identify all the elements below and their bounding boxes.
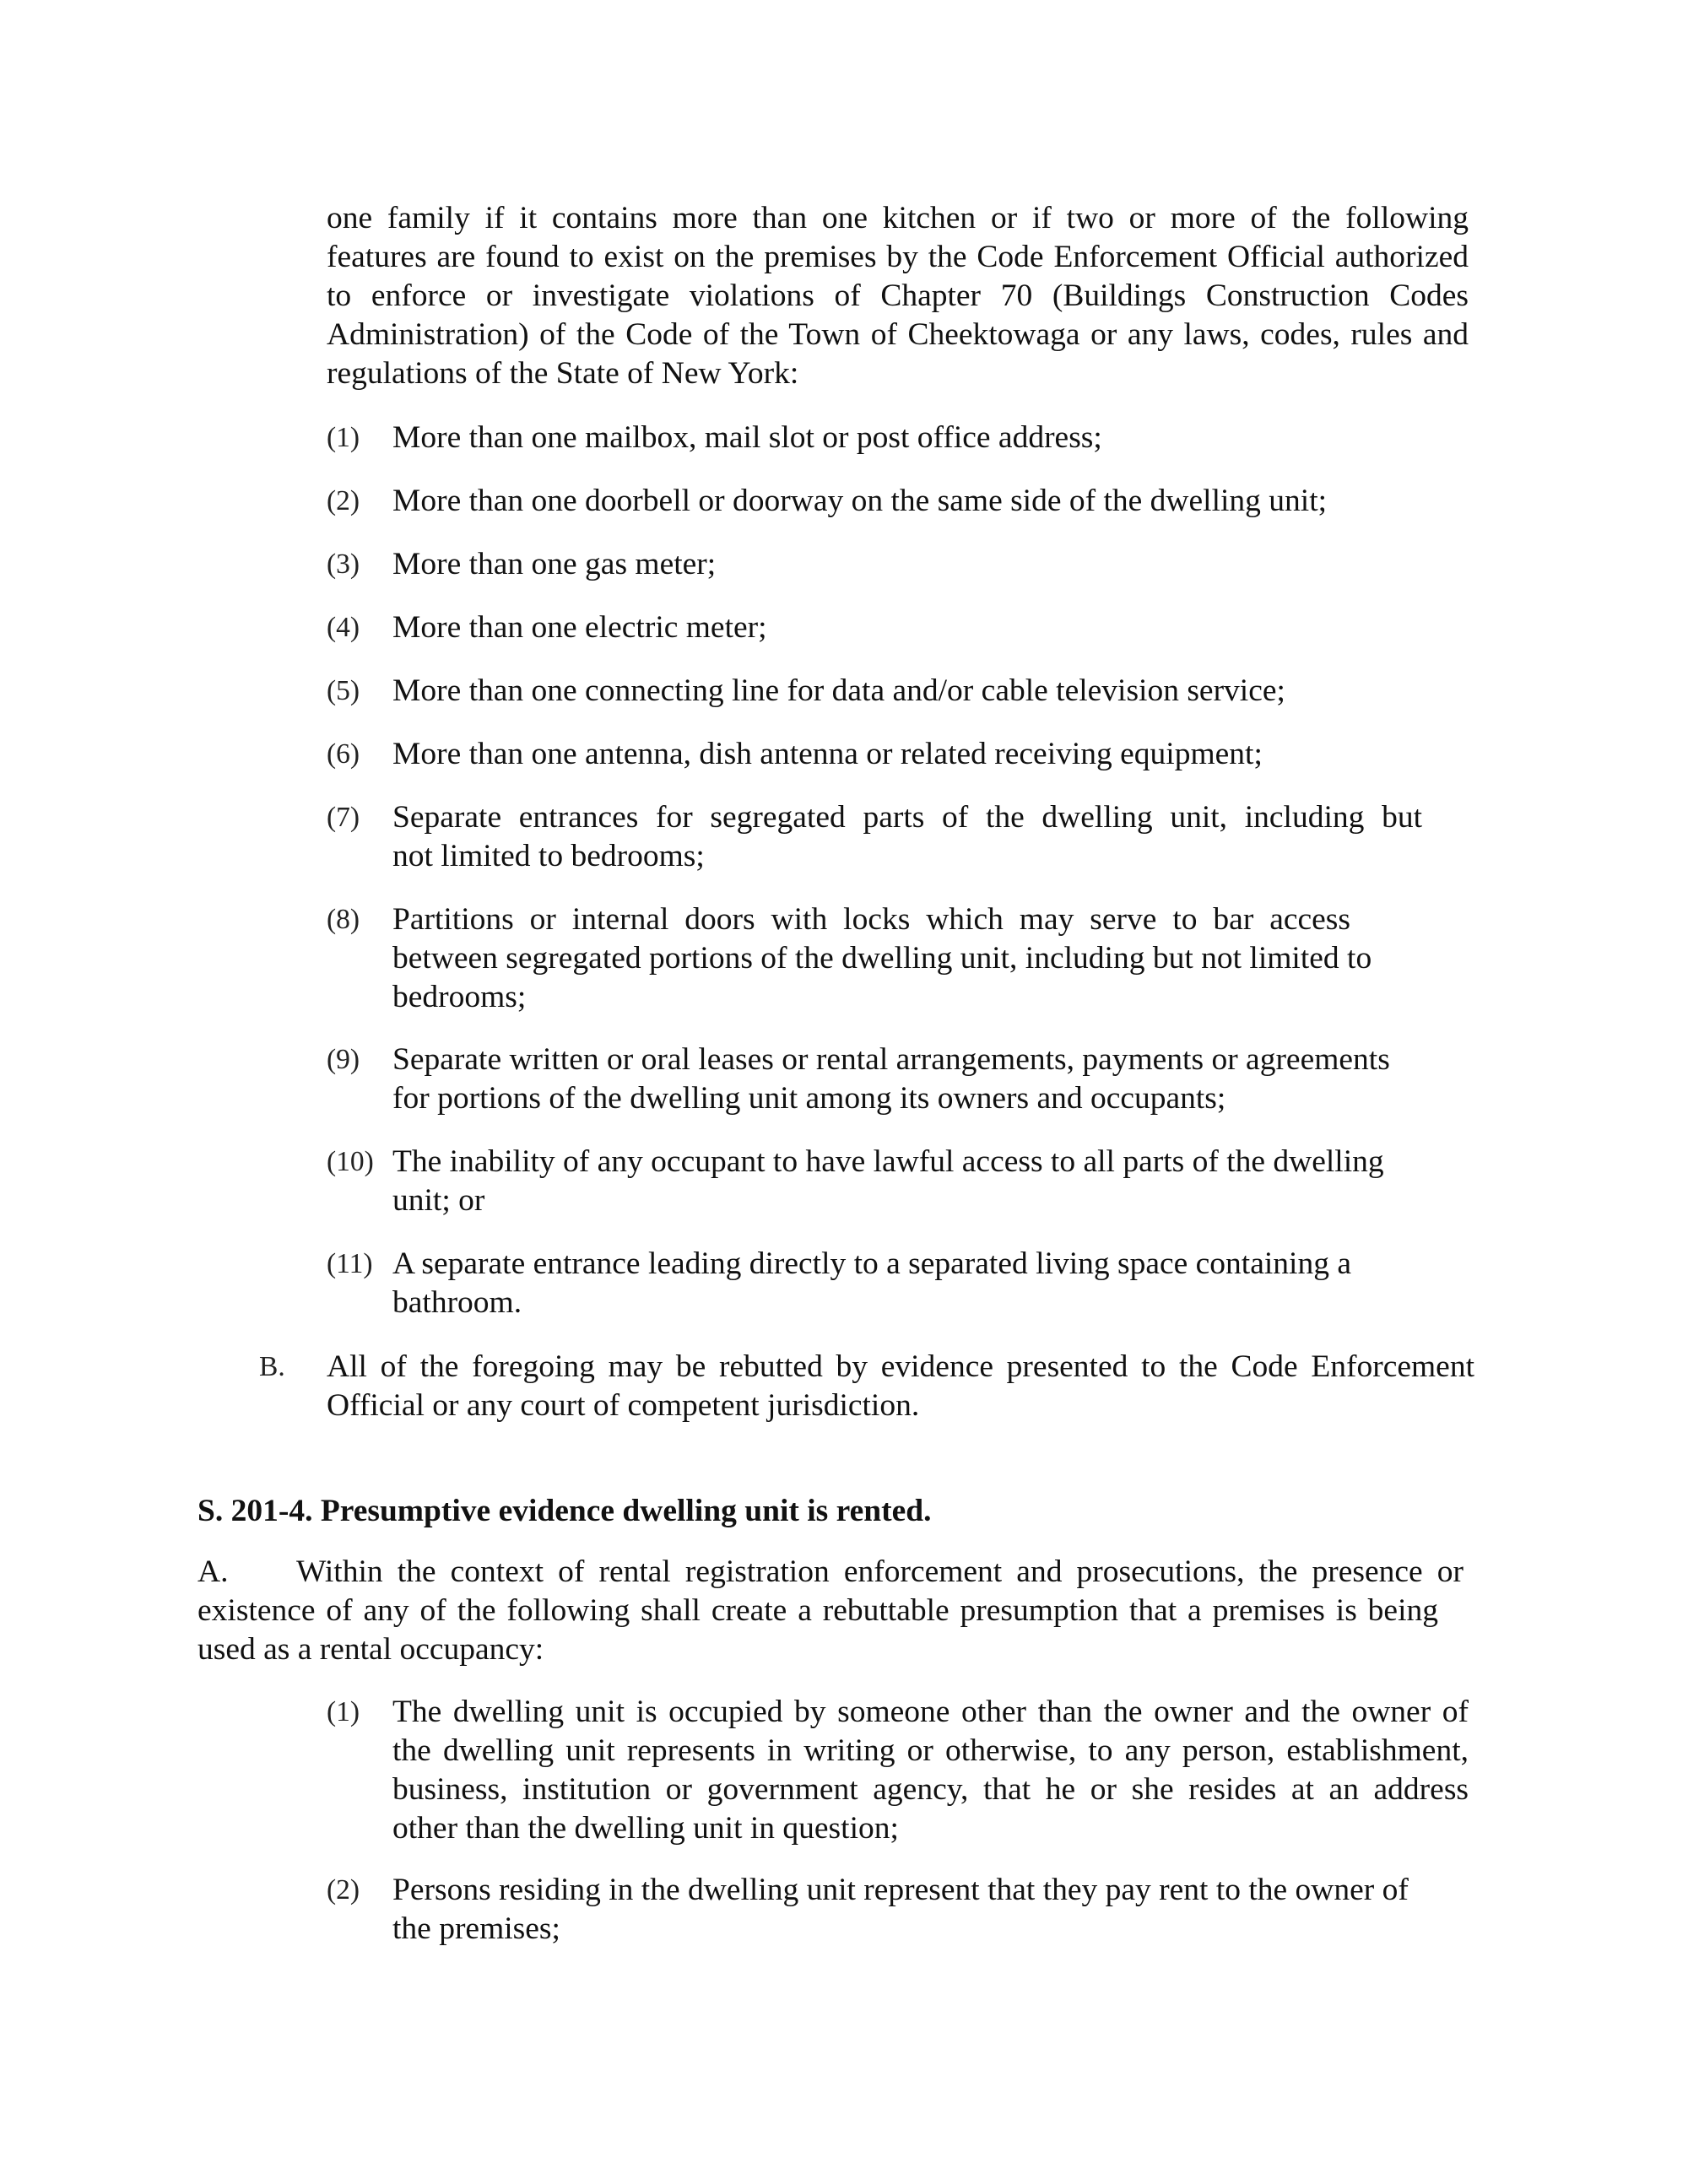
list-item-text <box>392 798 1469 876</box>
section-b-line: All of the foregoing may be rebutted by evidence presented to the Code Enforcement <box>327 1349 1474 1384</box>
list-number: (4) <box>327 612 360 643</box>
intro-paragraph <box>327 199 1469 393</box>
list-number: (11) <box>327 1248 373 1279</box>
list-number: (9) <box>327 1044 360 1075</box>
list-item-line: The inability of any occupant to have lawful access to all parts of the dwelling <box>392 1144 1384 1179</box>
list-item-line: A separate entrance leading directly to a separated living space containing a <box>392 1246 1351 1281</box>
list-number: (8) <box>327 904 360 935</box>
list-number: (6) <box>327 738 360 770</box>
section-a-line <box>197 1553 1463 1592</box>
feature-item-3 <box>327 545 1469 584</box>
section-b-text <box>327 1348 1474 1425</box>
list-number: (2) <box>327 1874 360 1906</box>
list-item-line: other than the dwelling unit in question; <box>392 1811 899 1846</box>
list-item-text: More than one antenna, dish antenna or related receiving equipment; <box>392 737 1263 771</box>
feature-item-8 <box>327 900 1469 1017</box>
feature-item-11 <box>327 1245 1469 1322</box>
list-item-text <box>392 1041 1469 1118</box>
list-item-text <box>392 1143 1469 1220</box>
list-item-line: between segregated portions of the dwelling unit, including but not limited to <box>392 941 1372 976</box>
list-item-line: Separate entrances for segregated parts of the dwelling unit, including but <box>392 800 1422 835</box>
list-item-line: bathroom. <box>392 1285 522 1320</box>
list-item-text: More than one gas meter; <box>392 547 717 581</box>
list-number: (7) <box>327 802 360 833</box>
list-item-line: business, institution or government agency, that he or she resides at an address <box>392 1772 1469 1807</box>
list-item-line: for portions of the dwelling unit among its owners and occupants; <box>392 1081 1226 1116</box>
list-item-line: not limited to bedrooms; <box>392 839 705 873</box>
list-item-text <box>392 900 1469 1017</box>
section-heading: S. 201-4. Presumptive evidence dwelling unit is rented. <box>197 1494 932 1528</box>
list-number: (2) <box>327 485 360 516</box>
list-number: (3) <box>327 549 360 580</box>
intro-line: one family if it contains more than one kitchen or if two or more of the following <box>327 201 1469 235</box>
section-a-text: Within the context of rental registration enforcement and prosecutions, the presence or <box>296 1554 1463 1589</box>
section-a-paragraph <box>197 1553 1463 1669</box>
list-item-line: The dwelling unit is occupied by someone other than the owner and the owner of <box>392 1695 1469 1729</box>
list-item-line: the premises; <box>392 1911 560 1946</box>
list-item-text <box>392 1693 1469 1848</box>
list-item-text: More than one mailbox, mail slot or post office address; <box>392 420 1102 455</box>
feature-item-5 <box>327 672 1469 711</box>
feature-item-2 <box>327 482 1469 521</box>
list-item-text: More than one electric meter; <box>392 610 767 645</box>
presumption-item-2 <box>327 1871 1469 1949</box>
list-item-line: the dwelling unit represents in writing or otherwise, to any person, establishment, <box>392 1733 1469 1768</box>
feature-item-6 <box>327 735 1469 774</box>
intro-line: regulations of the State of New York: <box>327 356 799 391</box>
list-item-line: Persons residing in the dwelling unit represent that they pay rent to the owner of <box>392 1873 1409 1907</box>
section-b-line: Official or any court of competent jurisdiction. <box>327 1388 920 1423</box>
list-item-text: More than one connecting line for data and/or cable television service; <box>392 673 1285 708</box>
feature-item-9 <box>327 1041 1469 1118</box>
list-item-line: Partitions or internal doors with locks which may serve to bar access <box>392 902 1350 937</box>
list-number: (5) <box>327 675 360 706</box>
list-item-text <box>392 1245 1469 1322</box>
list-number: (1) <box>327 422 360 453</box>
feature-item-7 <box>327 798 1469 876</box>
list-item-line: Separate written or oral leases or rental arrangements, payments or agreements <box>392 1042 1390 1077</box>
list-item-line: bedrooms; <box>392 980 527 1014</box>
list-number: (10) <box>327 1146 374 1177</box>
feature-item-10 <box>327 1143 1469 1220</box>
section-letter: A. <box>197 1554 229 1589</box>
section-b <box>259 1348 1474 1425</box>
section-a-line: used as a rental occupancy: <box>197 1632 544 1667</box>
section-letter: B. <box>259 1351 285 1382</box>
feature-item-4 <box>327 608 1469 647</box>
list-item-text <box>392 1871 1469 1949</box>
section-a-line: existence of any of the following shall create a rebuttable presumption that a premises is being <box>197 1593 1438 1628</box>
intro-line: features are found to exist on the premises by the Code Enforcement Official authorized <box>327 240 1469 274</box>
list-item-text: More than one doorbell or doorway on the same side of the dwelling unit; <box>392 484 1328 518</box>
list-number: (1) <box>327 1696 360 1727</box>
presumption-item-1 <box>327 1693 1469 1848</box>
intro-line: to enforce or investigate violations of Chapter 70 (Buildings Construction Codes <box>327 278 1469 313</box>
intro-line: Administration) of the Code of the Town of Cheektowaga or any laws, codes, rules and <box>327 317 1469 352</box>
feature-item-1 <box>327 419 1469 457</box>
list-item-line: unit; or <box>392 1183 485 1218</box>
